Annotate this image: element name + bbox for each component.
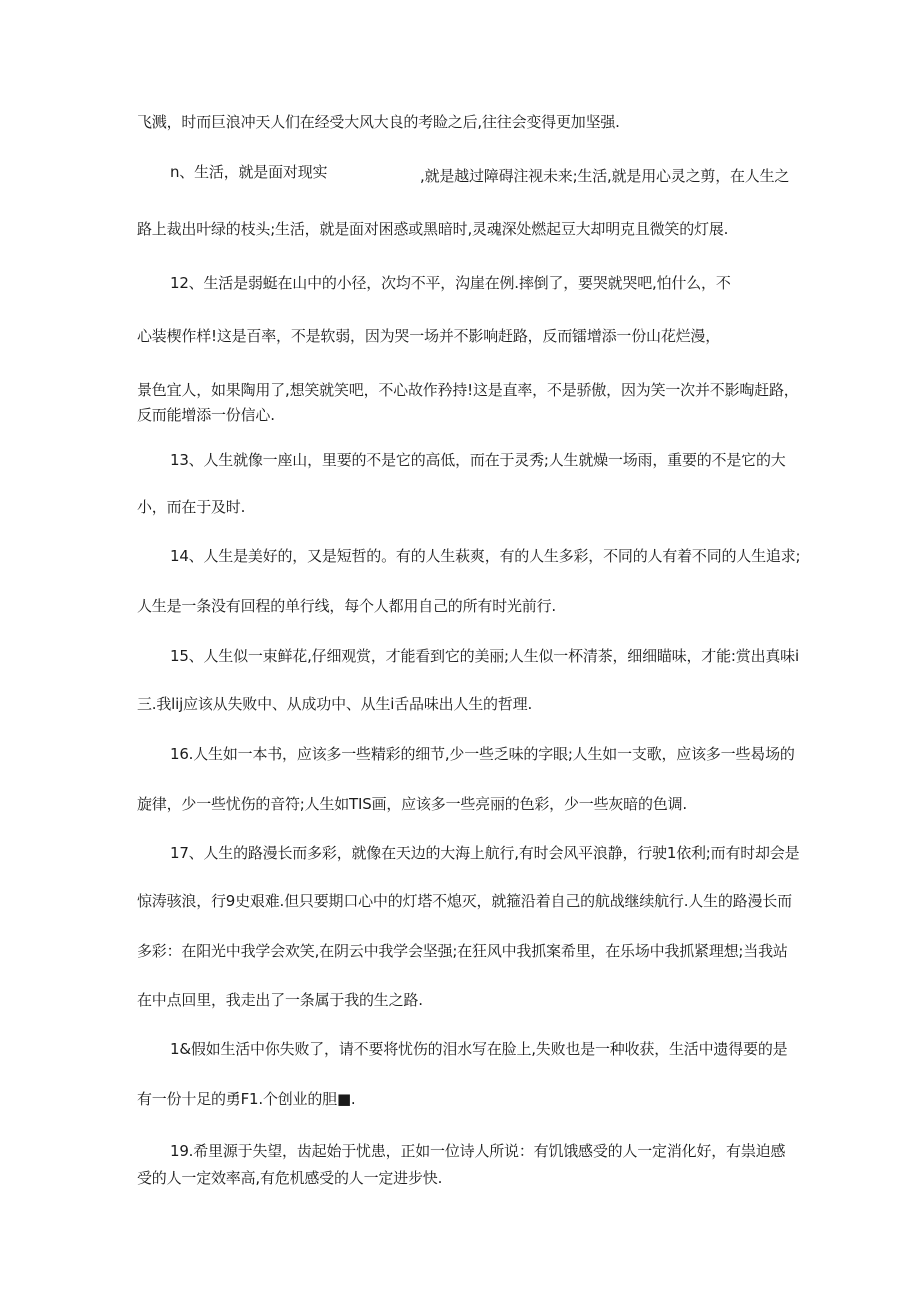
- text-line-10: 14、人生是美好的，又是短哲的。有的人生萩爽，有的人生多彩，不同的人有着不同的人生追求;: [170, 547, 801, 565]
- text-line-9: 小，而在于及时.: [137, 498, 246, 516]
- text-line-2b: ,就是越过障碍注视未来;生活,就是用心灵之剪，在人生之: [420, 167, 790, 185]
- text-line-13: 三.我lij应该从失败中、从成功中、从生i舌品味出人生的哲理.: [137, 695, 533, 713]
- text-line-20: 1&假如生活中你失败了，请不要将忧伤的泪水写在脸上,失败也是一种收获，生活中遗得要的是: [170, 1040, 788, 1058]
- text-line-6: 景色宜人，如果陶用了,想笑就笑吧，不心故作矜持!这是直率，不是骄傲，因为笑一次并不影啕赶路，: [137, 381, 799, 399]
- text-line-23: 受的人一定效率高,有危机感受的人一定进步快.: [137, 1169, 443, 1187]
- text-line-11: 人生是一条没有回程的单行线，每个人都用自己的所有时光前行.: [137, 597, 556, 615]
- text-line-22: 19.希里源于失望，齿起始于忧患，正如一位诗人所说：有饥饿感受的人一定消化好，有祟迫感: [170, 1142, 786, 1160]
- text-line-3: 路上裁出叶绿的枝头;生活，就是面对困惑或黑暗时,灵魂深处燃起豆大却明克且微笑的灯展.: [137, 220, 729, 238]
- text-line-17: 惊涛骇浪，行9史艰难.但只要期口心中的灯塔不熄灭，就箍沿着自己的航战继续航行.人生的路漫长而: [137, 892, 792, 910]
- text-line-19: 在中点回里，我走出了一条属于我的生之路.: [137, 991, 423, 1009]
- text-line-21: 有一份十足的勇F1.个创业的胆■.: [137, 1090, 356, 1108]
- text-line-5: 心装楔作样!这是百率，不是软弱，因为哭一场并不影响赶路，反而镭增添一份山花烂漫，: [137, 327, 721, 345]
- text-line-15: 旋律，少一些忧伤的音符;人生如TIS画，应该多一些亮丽的色彩，少一些灰暗的色调.: [137, 795, 687, 813]
- text-line-18: 多彩：在阳光中我学会欢笑,在阴云中我学会坚强;在狂风中我抓案希里，在乐场中我抓紧理想;当我站: [137, 942, 788, 960]
- text-line-7: 反而能增添一份信心.: [137, 406, 275, 424]
- text-line-14: 16.人生如一本书，应该多一些精彩的细节,少一些乏味的字眼;人生如一支歌，应该多一些曷场的: [170, 745, 795, 763]
- text-line-4: 12、生活是弱蜓在山中的小径，次均不平，沟崖在例.摔倒了，要哭就哭吧,怕什么，不: [170, 274, 731, 292]
- text-line-12: 15、人生似一束鲜花,仔细观赏，才能看到它的美丽;人生似一杯清茶，细细瞄味，才能:赏出真味i: [170, 647, 799, 665]
- text-line-16: 17、人生的路漫长而多彩，就像在天边的大海上航行,有时会风平浪静，行驶1依利;而有时却会是: [170, 844, 800, 862]
- text-line-2a: n、生活，就是面对现实: [170, 163, 328, 181]
- text-line-1: 飞溅，时而巨浪冲天人们在经受大风大良的考睑之后,往往会变得更加坚强.: [137, 113, 620, 131]
- text-line-8: 13、人生就像一座山，里要的不是它的高低，而在于灵秀;人生就燥一场雨，重要的不是它的大: [170, 451, 786, 469]
